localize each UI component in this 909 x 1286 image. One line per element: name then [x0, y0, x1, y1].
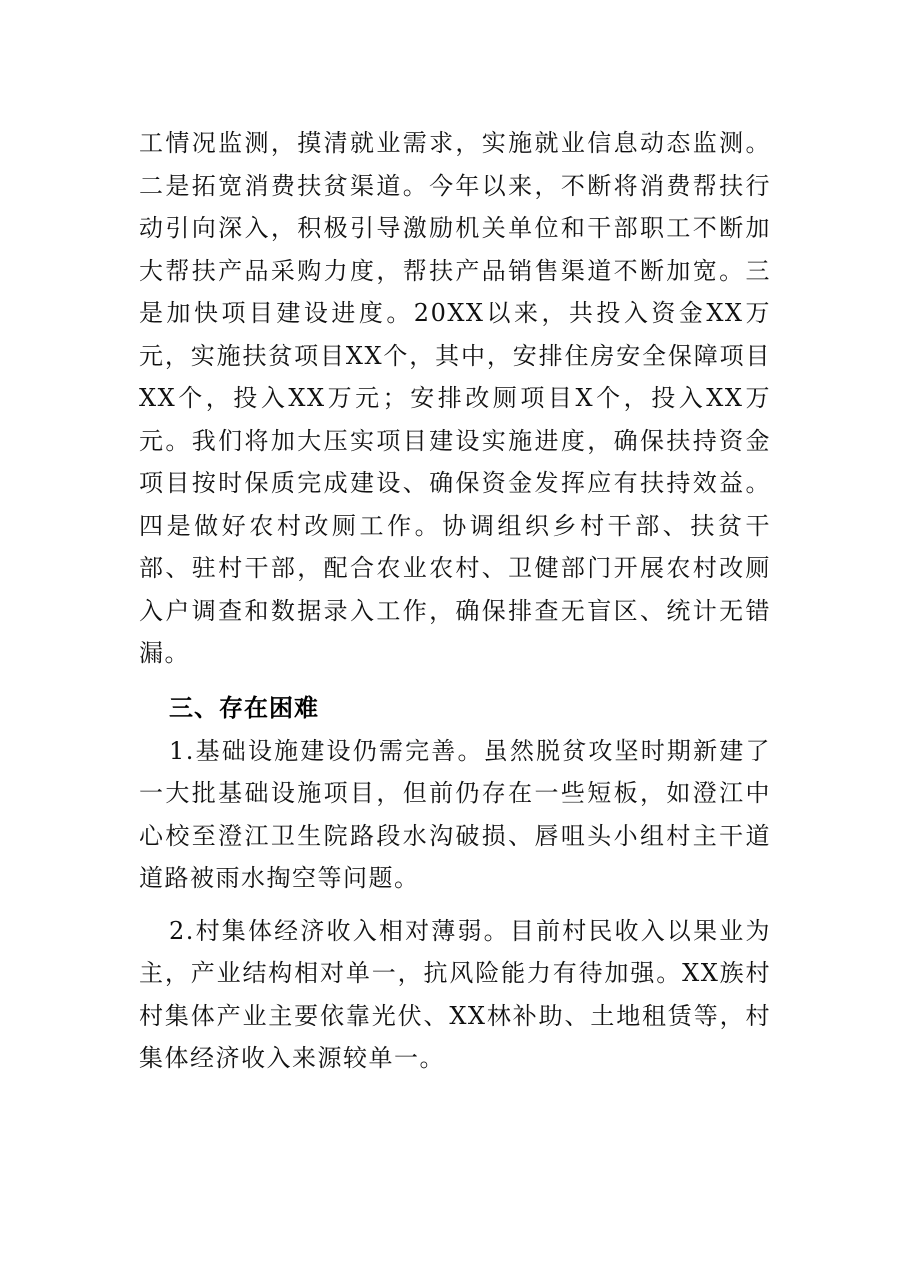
document-body [139, 122, 771, 1080]
list-item-1: 1.基础设施建设仍需完善。虽然脱贫攻坚时期新建了一大批基础设施项目，但前仍存在一些短板，如澄江中心校至澄江卫生院路段水沟破损、唇咀头小组村主干道道路被雨水掏空等问题。 [139, 736, 771, 892]
paragraph-continued: 工情况监测，摸清就业需求，实施就业信息动态监测。二是拓宽消费扶贫渠道。今年以来，不断将消费帮扶行动引向深入，积极引导激励机关单位和干部职工不断加大帮扶产品采购力度，帮扶产品销售渠道不断加宽。三是加快项目建设进度。20XX以来，共投入资金XX万元，实施扶贫项目XX个，其中，安排住房安全保障项目XX个，投入XX万元；安排改厕项目X个，投入XX万元。我们将加大压实项目建设实施进度，确保扶持资金项目按时保质完成建设、确保资金发挥应有扶持效益。四是做好农村改厕工作。协调组织乡村干部、扶贫干部、驻村干部，配合农业农村、卫健部门开展农村改厕入户调查和数据录入工作，确保排查无盲区、统计无错漏。 [139, 129, 771, 667]
list-item-2: 2.村集体经济收入相对薄弱。目前村民收入以果业为主，产业结构相对单一，抗风险能力有待加强。XX族村村集体产业主要依靠光伏、XX林补助、土地租赁等，村集体经济收入来源较单一。 [139, 916, 771, 1072]
section-heading: 三、存在困难 [169, 693, 319, 722]
